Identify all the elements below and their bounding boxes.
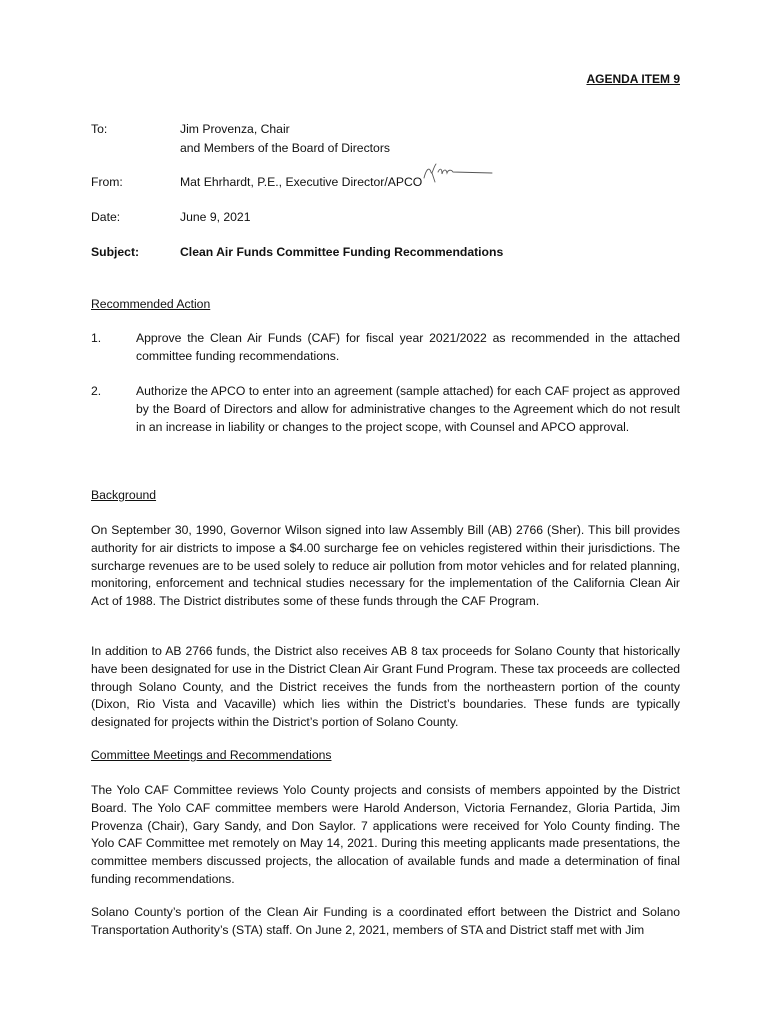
background-heading: Background [91,488,157,502]
committee-paragraph-2: Solano County’s portion of the Clean Air Funding is a coordinated effort between the District and Solano Transportation Authority’s (STA) staff. On June 2, 2021, members of STA and District staff met with Jim [91,905,680,937]
to-row [91,121,681,161]
to-recipient: Jim Provenza, Chair [180,122,290,136]
action-item-2-number: 2. [91,384,102,398]
subject-label: Subject: [91,245,140,259]
committee-heading: Committee Meetings and Recommendations [91,748,332,762]
action-item-1-text: Approve the Clean Air Funds (CAF) for fiscal year 2021/2022 as recommended in the attached committee funding recommendations. [136,331,680,363]
recommended-action-heading: Recommended Action [91,297,211,311]
signature-mark [420,158,494,186]
subject-value: Clean Air Funds Committee Funding Recommendations [180,245,504,259]
action-item-2-text: Authorize the APCO to enter into an agreement (sample attached) for each CAF project as approved by the Board of Directors and allow for administrative changes to the Agreement which do not result in an increase in liability or changes to the project scope, with Counsel and APCO approval. [136,384,680,434]
date-row [91,209,681,229]
committee-paragraph-1: The Yolo CAF Committee reviews Yolo County projects and consists of members appointed by the District Board. The Yolo CAF committee members were Harold Anderson, Victoria Fernandez, Gloria Partida, Jim Provenza (Chair), Gary Sandy, and Don Saylor. 7 applications were received for Yolo County finding. The Yolo CAF Committee met remotely on May 14, 2021. During this meeting applicants made presentations, the committee members discussed projects, the allocation of available funds and made a determination of final funding recommendations. [91,783,680,886]
date-label: Date: [91,210,121,224]
from-label: From: [91,175,123,189]
to-recipient-group: and Members of the Board of Directors [180,141,390,155]
agenda-item-label: AGENDA ITEM 9 [586,72,680,86]
to-label: To: [91,122,108,136]
date-value: June 9, 2021 [180,210,251,224]
subject-row [91,244,681,264]
from-row [91,174,681,194]
background-paragraph-1: On September 30, 1990, Governor Wilson signed into law Assembly Bill (AB) 2766 (Sher). This bill provides authority for air districts to impose a $4.00 surcharge fee on vehicles registered within their jurisdictions. The surcharge revenues are to be used solely to reduce air pollution from motor vehicles and for related planning, monitoring, enforcement and technical studies necessary for the implementation of the California Clean Air Act of 1988. The District distributes some of these funds through the CAF Program. [91,523,680,609]
background-paragraph-2: In addition to AB 2766 funds, the District also receives AB 8 tax proceeds for Solano County that historically have been designated for use in the District Clean Air Grant Fund Program. These tax proceeds are collected through Solano County, and the District receives the funds from the northeastern portion of the county (Dixon, Rio Vista and Vacaville) which lies within the District’s boundaries. These funds are typically designated for projects within the District’s portion of Solano County. [91,644,680,730]
action-item-1-number: 1. [91,331,102,345]
from-value: Mat Ehrhardt, P.E., Executive Director/APCO [180,175,423,189]
